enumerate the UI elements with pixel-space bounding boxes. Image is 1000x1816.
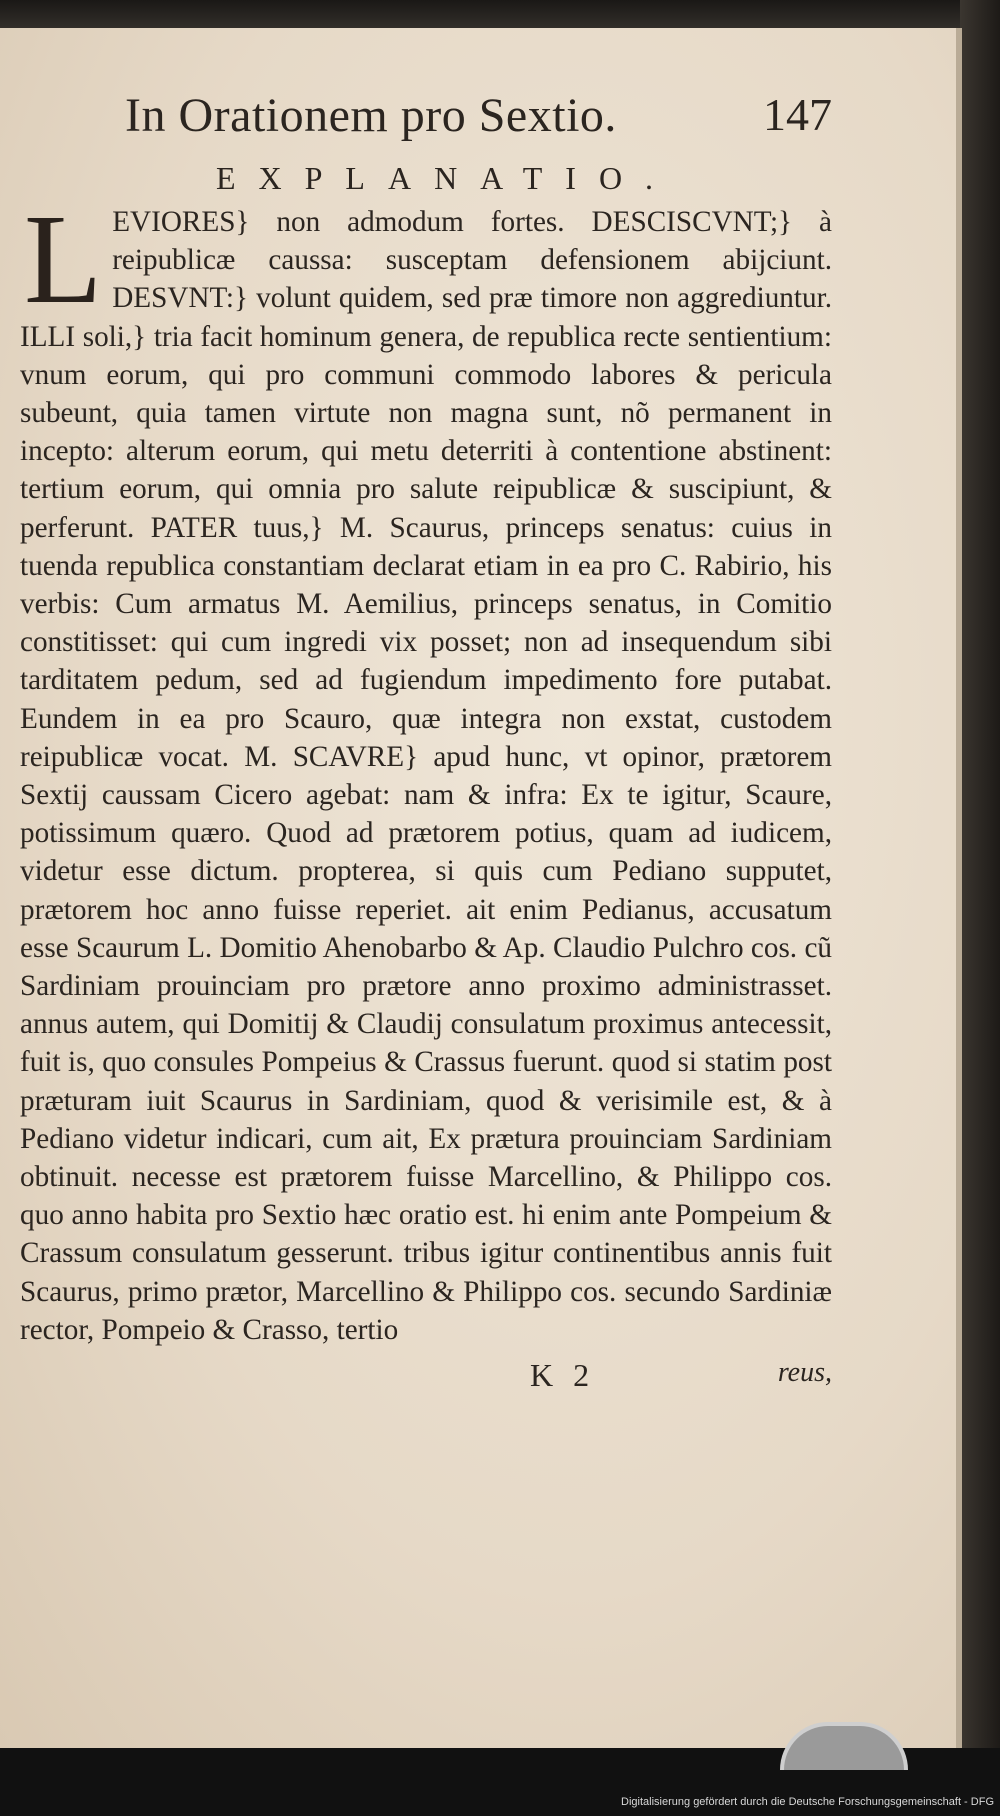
page-content <box>20 88 832 1397</box>
signature-mark: K 2 <box>530 1357 596 1394</box>
book-edge-right <box>960 0 1000 1816</box>
dropcap-initial: L <box>24 188 103 330</box>
body-text <box>20 188 832 1349</box>
digitization-credit: Digitalisierung gefördert durch die Deutsche Forschungsgemeinschaft - DFG <box>621 1796 994 1808</box>
page-number: 147 <box>763 89 832 140</box>
catchword: reus, <box>777 1357 832 1389</box>
book-page <box>0 28 962 1748</box>
body-paragraph: EVIORES} non admodum fortes. DESCISCVNT;} à reipublicæ caussa: susceptam defensionem abijciunt. DESVNT:} volunt quidem, sed præ timore non aggrediuntur. ILLI soli,} tria facit hominum genera, de republica recte sentientium: vnum eorum, qui pro communi commodo labores & pericula subeunt, quia tamen virtute non magna sunt, nõ permanent in incepto: alterum eorum, qui metu deterriti à contentione abstinent: tertium eorum, qui omnia pro salute reipublicæ & suscipiunt, & perferunt. PATER tuus,} M. Scaurus, princeps senatus: cuius in tuenda republica constantiam declarat etiam in ea pro C. Rabirio, his verbis: Cum armatus M. Aemilius, princeps senatus, in Comitio constitisset: qui cum ingredi vix posset; non ad insequendum sibi tarditatem pedum, sed ad fugiendum impedimento fore putabat. Eundem in ea pro Scauro, quæ integra non exstat, custodem reipublicæ vocat. M. SCAVRE} apud hunc, vt opinor, prætorem Sextij caussam Cicero agebat: nam & infra: Ex te igitur, Scaure, potissimum quæro. Quod ad prætorem potius, quam ad iudicem, videtur esse dictum. propterea, si quis cum Pediano supputet, prætorem hoc anno fuisse reperiet. ait enim Pedianus, accusatum esse Scaurum L. Domitio Ahenobarbo & Ap. Claudio Pulchro cos. cũ Sardiniam prouinciam pro prætore anno proximo administrasset. annus autem, qui Domitij & Claudij consulatum proximus antecessit, fuit is, quo consules Pompeius & Crassus fuerunt. quod si statim post præturam iuit Scaurus in Sardiniam, quod & verisimile est, & à Pediano videtur indicari, cum ait, Ex prætura prouinciam Sardiniam obtinuit. necesse est prætorem fuisse Marcellino, & Philippo cos. quo anno habita pro Sextio hæc oratio est. hi enim ante Pompeium & Crassum consulatum gesserunt. tribus igitur continentibus annis fuit Scaurus, primo prætor, Marcellino & Philippo cos. secundo Sardiniæ rector, Pompeio & Crasso, tertio <box>20 206 832 1346</box>
running-head <box>20 88 832 158</box>
signature-line <box>20 1357 832 1397</box>
running-title: In Orationem pro Sextio. <box>125 89 617 142</box>
book-edge-top <box>0 0 1000 30</box>
section-title: EXPLANATIO. <box>215 160 677 196</box>
